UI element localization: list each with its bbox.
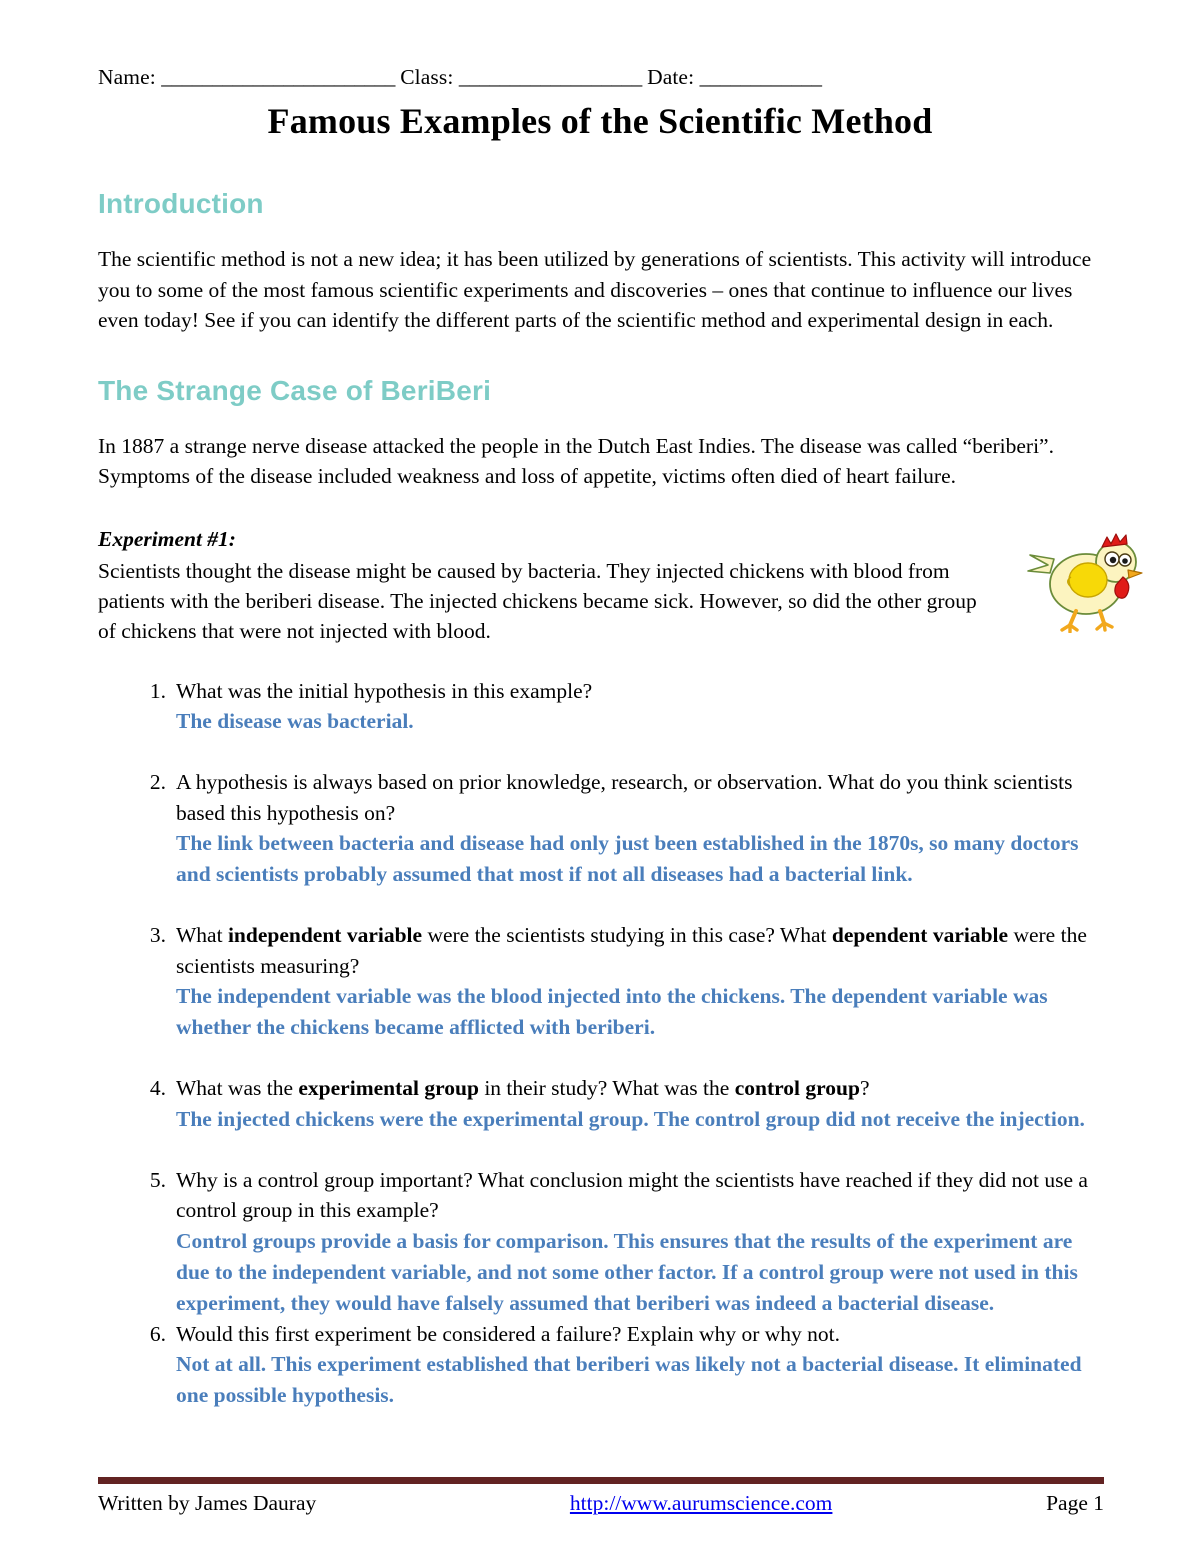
footer-divider: [98, 1477, 1104, 1484]
question-item: [176, 676, 1102, 738]
question-text-run: Why is a control group important? What conclusion might the scientists have reached if they did not use a control group in this example?: [176, 1167, 1088, 1223]
footer-page-number: Page 1: [1046, 1491, 1104, 1515]
name-class-date-line: [98, 62, 1102, 92]
question-text: [176, 767, 1102, 828]
question-term-bold: dependent variable: [831, 923, 1009, 948]
question-text: [176, 1073, 1102, 1104]
question-term-bold: experimental group: [298, 1076, 479, 1101]
questions-list: [98, 676, 1102, 1412]
question-item: [176, 1319, 1102, 1412]
name-label: Name:: [98, 65, 156, 89]
question-answer: The injected chickens were the experimental group. The control group did not receive the injection.: [176, 1106, 1085, 1131]
question-text-run: What was the initial hypothesis in this example?: [176, 678, 593, 703]
question-text-run: in their study? What was the: [478, 1076, 735, 1101]
section-heading-introduction: Introduction: [98, 188, 264, 219]
experiment-heading: Experiment #1:: [98, 526, 236, 551]
experiment-body: Scientists thought the disease might be caused by bacteria. They injected chickens with blood from patients with the beriberi disease. The injected chickens became sick. However, so did the other group of chickens that were not injected with blood.: [98, 558, 977, 643]
question-text: [176, 920, 1102, 981]
question-text: [176, 676, 1102, 707]
class-blank[interactable]: __________________: [458, 65, 642, 89]
page-footer: [98, 1488, 1104, 1528]
question-text-run: What: [176, 923, 228, 948]
question-term-bold: control group: [734, 1076, 860, 1101]
question-answer: The disease was bacterial.: [176, 709, 414, 734]
question-answer: The link between bacteria and disease had only just been established in the 1870s, so many doctors and scientists probably assumed that most if not all diseases had a bacterial link.: [176, 831, 1079, 887]
question-term-bold: independent variable: [227, 923, 423, 948]
footer-url-link[interactable]: http://www.aurumscience.com: [569, 1491, 833, 1515]
question-item: [176, 1165, 1102, 1319]
introduction-body: The scientific method is not a new idea; it has been utilized by generations of scientists. This activity will introduce you to some of the most famous scientific experiments and discoveries – ones that continue to influence our lives even today! See if you can identify the different parts of the scientific method and experimental design in each.: [98, 247, 1092, 333]
beriberi-body: In 1887 a strange nerve disease attacked the people in the Dutch East Indies. The disease was called “beriberi”. Symptoms of the disease included weakness and loss of appetite, victims often died of heart failure.: [98, 433, 1054, 489]
date-blank[interactable]: ____________: [699, 65, 822, 89]
question-text: [176, 1319, 1102, 1350]
section-heading-beriberi: The Strange Case of BeriBeri: [98, 374, 492, 406]
chicken-icon: [1024, 527, 1148, 633]
question-item: [176, 767, 1102, 890]
question-answer: Not at all. This experiment established that beriberi was likely not a bacterial disease. It eliminated one possible hypothesis.: [176, 1352, 1082, 1408]
question-text-run: A hypothesis is always based on prior knowledge, research, or observation. What do you think scientists based this hypothesis on?: [176, 770, 1073, 825]
question-text-run: were the scientists studying in this case? What: [422, 923, 832, 948]
date-label: Date:: [647, 65, 695, 89]
question-item: [176, 920, 1102, 1043]
question-text-run: What was the: [176, 1076, 299, 1101]
page-title: Famous Examples of the Scientific Method: [267, 101, 933, 141]
footer-author: Written by James Dauray: [98, 1491, 317, 1515]
question-answer: Control groups provide a basis for comparison. This ensures that the results of the experiment are due to the independent variable, and not some other factor. If a control group were not used in this experiment, they would have falsely assumed that beriberi was indeed a bacterial disease.: [176, 1228, 1078, 1315]
question-text: [176, 1165, 1102, 1226]
class-label: Class:: [400, 65, 454, 89]
question-text-run: were the scientists measuring?: [176, 923, 1087, 978]
name-blank[interactable]: _______________________: [161, 65, 395, 89]
question-item: [176, 1073, 1102, 1135]
question-text-run: Would this first experiment be considered a failure? Explain why or why not.: [176, 1321, 840, 1346]
question-answer: The independent variable was the blood injected into the chickens. The dependent variable was whether the chickens became afflicted with beriberi.: [176, 984, 1048, 1040]
question-text-run: ?: [859, 1076, 870, 1101]
